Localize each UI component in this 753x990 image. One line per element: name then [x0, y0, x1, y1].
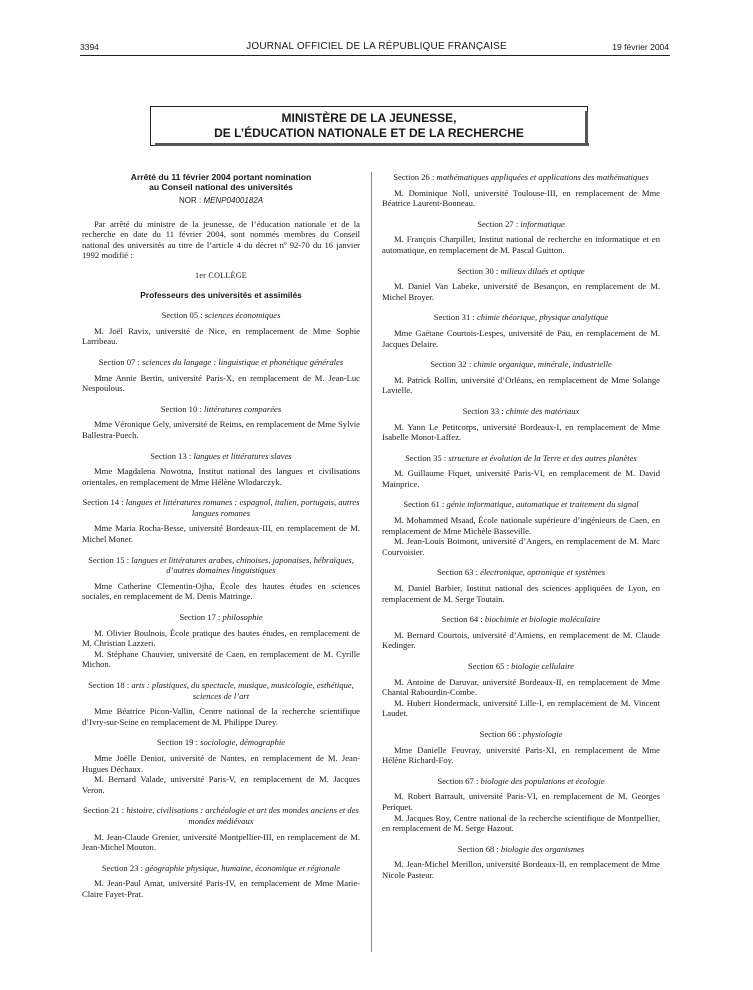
section-name: chimie des matériaux [505, 405, 580, 416]
section-label: Section 15 : [88, 554, 132, 565]
appointment-paragraph: Mme Béatrice Picon-Vallin, Centre national de la recherche scientifique d’Ivry-sur-Seine en remplacement de M. Philippe Durey. [82, 706, 360, 727]
section-heading [82, 357, 360, 368]
section-name: chimie théorique, physique analytique [476, 312, 609, 323]
section-label: Section 18 : [88, 680, 132, 690]
appointment-paragraph: M. Hubert Hondermack, université Lille-I, en remplacement de M. Vincent Laudet. [382, 697, 660, 719]
appointment-paragraph: Mme Gaëtane Courtois-Lespes, université de Pau, en remplacement de M. Jacques Delaire. [382, 327, 660, 349]
section-heading [82, 497, 360, 518]
section-heading [82, 310, 360, 321]
section-label: Section 64 : [441, 614, 485, 625]
appointment-paragraph: M. Jacques Roy, Centre national de la recherche scientifique de Montpellier, en remplacement de M. Serge Hazout. [382, 812, 660, 834]
arrete-intro: Par arrêté du ministre de la jeunesse, de l’éducation nationale et de la recherche en date du 11 février 2004, sont nommés membres du Conseil national des universités au titre de l’article 4 du décret nº 92-70 du 16 janvier 1992 modifié : [82, 218, 360, 261]
section-heading [82, 404, 360, 415]
arrete-title-line-1: Arrêté du 11 février 2004 portant nomination [130, 172, 312, 182]
appointment-paragraph: M. Bernard Valade, université Paris-V, en remplacement de M. Jacques Veron. [82, 774, 360, 795]
appointment-paragraph: M. François Charpillet, Institut national de recherche en informatique et en automatique, en remplacement de M. Pascal Guitton. [382, 234, 660, 255]
section-label: Section 61 : [403, 499, 447, 510]
section-heading [82, 555, 360, 576]
section-name: électronique, optronique et systèmes [480, 567, 606, 578]
section-label: Section 07 : [98, 356, 142, 367]
section-name: biologie cellulaire [511, 661, 575, 671]
section-name: biologie des populations et écologie [480, 775, 605, 786]
appointment-paragraph: M. Dominique Noll, université Toulouse-III, en remplacement de Mme Béatrice Laurent-Bonneau. [382, 187, 660, 209]
section-label: Section 67 : [437, 775, 481, 786]
appointment-paragraph: M. Jean-Paul Amat, université Paris-IV, en remplacement de Mme Marie-Claire Fayet-Prat. [82, 878, 360, 899]
section-heading [382, 266, 660, 277]
section-name: langues et littératures arabes, chinoises, japonaises, hébraïques, d’autres domaines linguistiques [131, 554, 354, 576]
ministry-line-2: DE L’ÉDUCATION NATIONALE ET DE LA RECHERCHE [214, 126, 524, 140]
section-label: Section 27 : [477, 218, 521, 229]
section-heading [82, 451, 360, 462]
section-heading [382, 567, 660, 578]
appointment-paragraph: Mme Catherine Clementin-Ojha, École des hautes études en sciences sociales, en remplacement de M. Denis Matringe. [82, 580, 360, 602]
section-name: sciences économiques [204, 310, 281, 321]
appointment-paragraph: Mme Véronique Gely, université de Reims, en remplacement de Mme Sylvie Ballestra-Puech. [82, 419, 360, 440]
section-name: biologie des organismes [500, 843, 585, 854]
header-rule [80, 55, 670, 56]
section-heading [82, 612, 360, 623]
category-heading: Professeurs des universités et assimilés [140, 289, 302, 300]
section-label: Section 30 : [457, 265, 501, 276]
section-heading [82, 737, 360, 748]
appointment-paragraph: M. Jean-Claude Grenier, université Montpellier-III, en remplacement de M. Jean-Michel Mouton. [82, 831, 360, 853]
section-heading [382, 172, 660, 183]
section-label: Section 13 : [150, 450, 194, 461]
section-label: Section 35 : [405, 452, 449, 463]
college-heading: 1er COLLÈGE [195, 270, 247, 280]
nor-code: MENP0400182A [203, 196, 264, 205]
section-name: physiologie [522, 728, 563, 739]
column-divider [371, 172, 372, 952]
section-heading [382, 453, 660, 464]
right-column [382, 172, 660, 881]
appointment-paragraph: Mme Annie Bertin, université Paris-X, en remplacement de M. Jean-Luc Nespoulous. [82, 372, 360, 394]
section-heading [382, 729, 660, 740]
arrete-title [82, 172, 360, 192]
section-name: langues et littératures romanes : espagnol, italien, portugais, autres langues romanes [125, 497, 360, 518]
left-section-list [82, 310, 360, 899]
left-column [82, 172, 360, 900]
section-name: histoire, civilisations : archéologie et art des mondes anciens et des mondes médiévaux [126, 805, 359, 826]
section-label: Section 66 : [479, 728, 523, 739]
nor-label: NOR : [178, 196, 202, 205]
section-name: sociologie, démographie [200, 737, 286, 748]
appointment-paragraph: M. Yann Le Petitcorps, université Bordeaux-I, en remplacement de Mme Isabelle Monot-Laffez. [382, 421, 660, 443]
section-heading [382, 312, 660, 323]
page-number: 3394 [80, 42, 99, 52]
section-label: Section 17 : [179, 612, 223, 623]
appointment-paragraph: M. Olivier Boulnois, École pratique des hautes études, en remplacement de M. Christian Lazzeri. [82, 627, 360, 649]
section-name: milieux dilués et optique [500, 265, 585, 276]
section-name: littératures comparées [203, 403, 282, 414]
appointment-paragraph: M. Stéphane Chauvier, université de Caen, en remplacement de M. Cyrille Michon. [82, 648, 360, 670]
section-name: biochimie et biologie moléculaire [484, 614, 601, 625]
appointment-paragraph: M. Bernard Courtois, université d’Amiens, en remplacement de M. Claude Kedinger. [382, 629, 660, 651]
section-label: Section 14 : [82, 497, 126, 508]
section-label: Section 68 : [457, 843, 501, 854]
section-heading [382, 844, 660, 855]
appointment-paragraph: Mme Magdalena Nowotna, Institut national des langues et civilisations orientales, en remplacement de Mme Hélène Wlodarczyk. [82, 466, 360, 487]
nor-reference [82, 196, 360, 207]
appointment-paragraph: M. Robert Barrault, université Paris-VI, en remplacement de M. Georges Periquet. [382, 791, 660, 812]
section-heading [82, 805, 360, 826]
appointment-paragraph: Mme Maria Rocha-Besse, université Bordeaux-III, en remplacement de M. Michel Moner. [82, 523, 360, 545]
section-name: structure et évolution de la Terre et des autres planètes [448, 452, 637, 463]
ministry-line-1: MINISTÈRE DE LA JEUNESSE, [281, 111, 457, 125]
section-name: génie informatique, automatique et traitement du signal [446, 499, 639, 510]
section-name: arts : plastiques, du spectacle, musique, musicologie, esthétique, sciences de l’art [131, 680, 354, 701]
section-heading [382, 661, 660, 672]
appointment-paragraph: M. Antoine de Daruvar, université Bordeaux-II, en remplacement de Mme Chantal Rabourdin-Combe. [382, 676, 660, 698]
appointment-paragraph: M. Jean-Michel Merillon, université Bordeaux-II, en remplacement de Mme Nicole Pasteur. [382, 859, 660, 880]
section-name: langues et littératures slaves [193, 450, 292, 461]
section-label: Section 33 : [462, 405, 506, 416]
appointment-paragraph: Mme Joëlle Deniot, université de Nantes, en remplacement de M. Jean-Hugues Déchaux. [82, 752, 360, 774]
section-name: chimie organique, minérale, industrielle [473, 359, 612, 370]
journal-title: JOURNAL OFFICIEL DE LA RÉPUBLIQUE FRANÇAISE [246, 41, 507, 52]
section-label: Section 65 : [467, 661, 512, 671]
section-label: Section 10 : [160, 403, 204, 414]
appointment-paragraph: M. Joël Ravix, université de Nice, en remplacement de Mme Sophie Larribeau. [82, 325, 360, 347]
section-name: philosophie [222, 612, 263, 623]
section-heading [382, 219, 660, 230]
section-heading [382, 776, 660, 787]
section-label: Section 05 : [161, 310, 205, 321]
ministry-title-box [150, 106, 588, 146]
section-label: Section 63 : [436, 567, 481, 578]
section-heading [382, 406, 660, 417]
appointment-paragraph: M. Jean-Louis Boimont, université d’Angers, en remplacement de M. Marc Courvoisier. [382, 536, 660, 557]
section-heading [82, 680, 360, 701]
appointment-paragraph: M. Mohammed Msaad, École nationale supérieure d’ingénieurs de Caen, en remplacement de Mme Michèle Basseville. [382, 515, 660, 536]
appointment-paragraph: M. Daniel Barbier, Institut national des sciences appliquées de Lyon, en remplacement de M. Serge Toutain. [382, 583, 660, 604]
section-name: géographie physique, humaine, économique et régionale [145, 862, 341, 873]
section-name: mathématiques appliquées et applications des mathématiques [436, 172, 649, 182]
section-heading [382, 359, 660, 370]
section-label: Section 19 : [156, 737, 201, 748]
appointment-paragraph: M. Daniel Van Labeke, université de Besançon, en remplacement de M. Michel Broyer. [382, 281, 660, 302]
issue-date: 19 février 2004 [612, 42, 669, 52]
right-section-list [382, 172, 660, 881]
section-name: informatique [520, 218, 565, 229]
appointment-paragraph: M. Guillaume Fiquet, université Paris-VI, en remplacement de M. David Mainprice. [382, 468, 660, 489]
section-label: Section 31 : [433, 312, 477, 323]
section-label: Section 21 : [83, 805, 127, 816]
arrete-title-line-2: au Conseil national des universités [149, 182, 293, 192]
section-heading [382, 614, 660, 625]
running-header [0, 40, 753, 54]
section-label: Section 23 : [101, 862, 146, 873]
section-label: Section 26 : [393, 172, 437, 182]
section-heading [382, 499, 660, 510]
section-heading [82, 863, 360, 874]
section-label: Section 32 : [430, 359, 474, 370]
appointment-paragraph: M. Patrick Rollin, université d’Orléans, en remplacement de Mme Solange Lavielle. [382, 374, 660, 396]
section-name: sciences du langage : linguistique et phonétique générales [142, 356, 344, 367]
appointment-paragraph: Mme Danielle Feuvray, université Paris-XI, en remplacement de Mme Hélène Richard-Foy. [382, 744, 660, 766]
